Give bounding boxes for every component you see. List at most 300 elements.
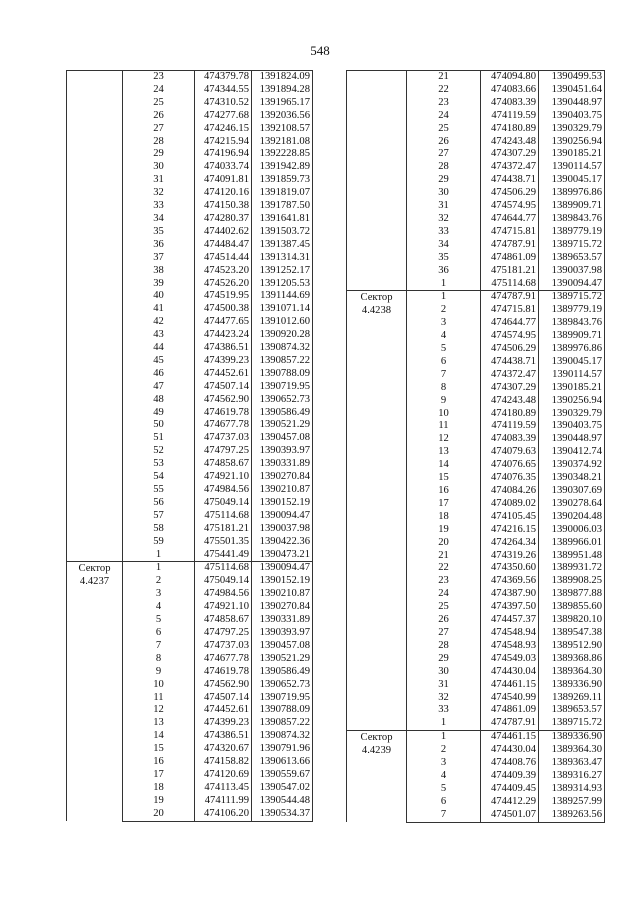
point-number: 20 bbox=[407, 537, 481, 550]
y-coordinate: 1389976.86 bbox=[539, 343, 605, 356]
y-coordinate: 1391819.07 bbox=[252, 187, 313, 200]
coordinates-table-left bbox=[66, 70, 313, 822]
x-coordinate: 474548.93 bbox=[481, 640, 539, 653]
point-number: 31 bbox=[407, 200, 481, 213]
x-coordinate: 474372.47 bbox=[481, 161, 539, 174]
table-row bbox=[67, 71, 313, 84]
point-number: 7 bbox=[407, 369, 481, 382]
point-number: 29 bbox=[123, 148, 195, 161]
point-number: 35 bbox=[123, 226, 195, 239]
point-number: 1 bbox=[407, 291, 481, 304]
x-coordinate: 474091.81 bbox=[195, 174, 252, 187]
x-coordinate: 474150.38 bbox=[195, 200, 252, 213]
point-number: 1 bbox=[123, 549, 195, 562]
point-number: 8 bbox=[407, 382, 481, 395]
point-number: 18 bbox=[123, 782, 195, 795]
y-coordinate: 1390422.36 bbox=[252, 536, 313, 549]
point-number: 36 bbox=[407, 265, 481, 278]
point-number: 26 bbox=[123, 110, 195, 123]
point-number: 4 bbox=[123, 601, 195, 614]
point-number: 24 bbox=[123, 84, 195, 97]
x-coordinate: 474574.95 bbox=[481, 200, 539, 213]
point-number: 44 bbox=[123, 342, 195, 355]
point-number: 5 bbox=[407, 343, 481, 356]
x-coordinate: 474243.48 bbox=[481, 136, 539, 149]
point-number: 46 bbox=[123, 368, 195, 381]
y-coordinate: 1390270.84 bbox=[252, 471, 313, 484]
y-coordinate: 1389364.30 bbox=[539, 666, 605, 679]
y-coordinate: 1390791.96 bbox=[252, 743, 313, 756]
x-coordinate: 474113.45 bbox=[195, 782, 252, 795]
y-coordinate: 1390045.17 bbox=[539, 174, 605, 187]
x-coordinate: 474438.71 bbox=[481, 356, 539, 369]
x-coordinate: 475181.21 bbox=[481, 265, 539, 278]
y-coordinate: 1390652.73 bbox=[252, 394, 313, 407]
point-number: 57 bbox=[123, 510, 195, 523]
x-coordinate: 474548.94 bbox=[481, 627, 539, 640]
x-coordinate: 474399.23 bbox=[195, 355, 252, 368]
y-coordinate: 1390210.87 bbox=[252, 484, 313, 497]
point-number: 5 bbox=[407, 783, 481, 796]
x-coordinate: 474484.47 bbox=[195, 239, 252, 252]
point-number: 5 bbox=[123, 614, 195, 627]
x-coordinate: 474423.24 bbox=[195, 329, 252, 342]
y-coordinate: 1389715.72 bbox=[539, 717, 605, 730]
y-coordinate: 1389316.27 bbox=[539, 770, 605, 783]
x-coordinate: 474094.80 bbox=[481, 71, 539, 84]
x-coordinate: 474119.59 bbox=[481, 420, 539, 433]
point-number: 32 bbox=[407, 213, 481, 226]
x-coordinate: 474677.78 bbox=[195, 653, 252, 666]
x-coordinate: 474737.03 bbox=[195, 432, 252, 445]
y-coordinate: 1390457.08 bbox=[252, 432, 313, 445]
point-number: 3 bbox=[407, 757, 481, 770]
y-coordinate: 1391641.81 bbox=[252, 213, 313, 226]
x-coordinate: 474858.67 bbox=[195, 458, 252, 471]
x-coordinate: 474280.37 bbox=[195, 213, 252, 226]
y-coordinate: 1390114.57 bbox=[539, 161, 605, 174]
point-number: 27 bbox=[407, 627, 481, 640]
y-coordinate: 1390586.49 bbox=[252, 407, 313, 420]
point-number: 40 bbox=[123, 290, 195, 303]
point-number: 28 bbox=[407, 640, 481, 653]
x-coordinate: 474369.56 bbox=[481, 575, 539, 588]
y-coordinate: 1390152.19 bbox=[252, 497, 313, 510]
point-number: 15 bbox=[123, 743, 195, 756]
point-number: 30 bbox=[407, 187, 481, 200]
point-number: 2 bbox=[407, 744, 481, 757]
x-coordinate: 474787.91 bbox=[481, 239, 539, 252]
point-number: 8 bbox=[123, 653, 195, 666]
point-number: 13 bbox=[123, 717, 195, 730]
point-number: 1 bbox=[407, 278, 481, 291]
x-coordinate: 474319.26 bbox=[481, 550, 539, 563]
x-coordinate: 474644.77 bbox=[481, 213, 539, 226]
y-coordinate: 1389547.38 bbox=[539, 627, 605, 640]
y-coordinate: 1390403.75 bbox=[539, 110, 605, 123]
x-coordinate: 474264.34 bbox=[481, 537, 539, 550]
point-number: 17 bbox=[123, 769, 195, 782]
x-coordinate: 474246.15 bbox=[195, 123, 252, 136]
x-coordinate: 474619.78 bbox=[195, 666, 252, 679]
point-number: 33 bbox=[123, 200, 195, 213]
y-coordinate: 1392228.85 bbox=[252, 148, 313, 161]
y-coordinate: 1390329.79 bbox=[539, 123, 605, 136]
point-number: 32 bbox=[123, 187, 195, 200]
point-number: 31 bbox=[407, 679, 481, 692]
y-coordinate: 1390374.92 bbox=[539, 459, 605, 472]
point-number: 9 bbox=[407, 395, 481, 408]
x-coordinate: 474083.39 bbox=[481, 97, 539, 110]
y-coordinate: 1391012.60 bbox=[252, 316, 313, 329]
point-number: 13 bbox=[407, 446, 481, 459]
y-coordinate: 1389263.56 bbox=[539, 809, 605, 822]
point-number: 28 bbox=[407, 161, 481, 174]
y-coordinate: 1390185.21 bbox=[539, 382, 605, 395]
x-coordinate: 475114.68 bbox=[195, 510, 252, 523]
y-coordinate: 1389908.25 bbox=[539, 575, 605, 588]
point-number: 39 bbox=[123, 278, 195, 291]
x-coordinate: 474379.78 bbox=[195, 71, 252, 84]
point-number: 19 bbox=[123, 795, 195, 808]
y-coordinate: 1391824.09 bbox=[252, 71, 313, 84]
x-coordinate: 474243.48 bbox=[481, 395, 539, 408]
x-coordinate: 474399.23 bbox=[195, 717, 252, 730]
x-coordinate: 474120.16 bbox=[195, 187, 252, 200]
point-number: 1 bbox=[407, 717, 481, 730]
y-coordinate: 1390114.57 bbox=[539, 369, 605, 382]
y-coordinate: 1390521.29 bbox=[252, 419, 313, 432]
y-coordinate: 1390473.21 bbox=[252, 549, 313, 562]
point-number: 15 bbox=[407, 472, 481, 485]
y-coordinate: 1389909.71 bbox=[539, 200, 605, 213]
point-number: 34 bbox=[407, 239, 481, 252]
point-number: 59 bbox=[123, 536, 195, 549]
y-coordinate: 1390094.47 bbox=[539, 278, 605, 291]
sector-label bbox=[347, 71, 407, 291]
x-coordinate: 474215.94 bbox=[195, 136, 252, 149]
x-coordinate: 474111.99 bbox=[195, 795, 252, 808]
point-number: 30 bbox=[123, 161, 195, 174]
y-coordinate: 1390521.29 bbox=[252, 653, 313, 666]
y-coordinate: 1390547.02 bbox=[252, 782, 313, 795]
y-coordinate: 1390393.97 bbox=[252, 627, 313, 640]
x-coordinate: 474320.67 bbox=[195, 743, 252, 756]
x-coordinate: 474344.55 bbox=[195, 84, 252, 97]
x-coordinate: 474507.14 bbox=[195, 381, 252, 394]
y-coordinate: 1391787.50 bbox=[252, 200, 313, 213]
point-number: 27 bbox=[123, 123, 195, 136]
y-coordinate: 1390185.21 bbox=[539, 148, 605, 161]
x-coordinate: 474858.67 bbox=[195, 614, 252, 627]
y-coordinate: 1391314.31 bbox=[252, 252, 313, 265]
y-coordinate: 1389909.71 bbox=[539, 330, 605, 343]
point-number: 33 bbox=[407, 226, 481, 239]
point-number: 4 bbox=[407, 770, 481, 783]
point-number: 26 bbox=[407, 136, 481, 149]
y-coordinate: 1390448.97 bbox=[539, 433, 605, 446]
x-coordinate: 474076.65 bbox=[481, 459, 539, 472]
table-row bbox=[67, 562, 313, 575]
point-number: 2 bbox=[123, 575, 195, 588]
y-coordinate: 1390920.28 bbox=[252, 329, 313, 342]
y-coordinate: 1391144.69 bbox=[252, 290, 313, 303]
point-number: 27 bbox=[407, 148, 481, 161]
x-coordinate: 474921.10 bbox=[195, 601, 252, 614]
point-number: 32 bbox=[407, 692, 481, 705]
point-number: 29 bbox=[407, 174, 481, 187]
y-coordinate: 1389855.60 bbox=[539, 601, 605, 614]
point-number: 21 bbox=[407, 550, 481, 563]
sector-label: Сектор 4.4239 bbox=[347, 731, 407, 822]
page-number: 548 bbox=[310, 43, 330, 58]
point-number: 20 bbox=[123, 808, 195, 821]
x-coordinate: 474523.20 bbox=[195, 265, 252, 278]
x-coordinate: 474797.25 bbox=[195, 445, 252, 458]
y-coordinate: 1390210.87 bbox=[252, 588, 313, 601]
x-coordinate: 475049.14 bbox=[195, 575, 252, 588]
table-row bbox=[347, 291, 605, 304]
y-coordinate: 1390499.53 bbox=[539, 71, 605, 84]
y-coordinate: 1389715.72 bbox=[539, 239, 605, 252]
y-coordinate: 1391503.72 bbox=[252, 226, 313, 239]
y-coordinate: 1390006.03 bbox=[539, 524, 605, 537]
point-number: 51 bbox=[123, 432, 195, 445]
x-coordinate: 474477.65 bbox=[195, 316, 252, 329]
x-coordinate: 474461.15 bbox=[481, 679, 539, 692]
point-number: 38 bbox=[123, 265, 195, 278]
y-coordinate: 1389512.90 bbox=[539, 640, 605, 653]
y-coordinate: 1391965.17 bbox=[252, 97, 313, 110]
y-coordinate: 1390457.08 bbox=[252, 640, 313, 653]
x-coordinate: 474519.95 bbox=[195, 290, 252, 303]
x-coordinate: 474079.63 bbox=[481, 446, 539, 459]
point-number: 18 bbox=[407, 511, 481, 524]
x-coordinate: 474106.20 bbox=[195, 808, 252, 821]
x-coordinate: 474506.29 bbox=[481, 343, 539, 356]
point-number: 42 bbox=[123, 316, 195, 329]
x-coordinate: 474119.59 bbox=[481, 110, 539, 123]
y-coordinate: 1392108.57 bbox=[252, 123, 313, 136]
x-coordinate: 474372.47 bbox=[481, 369, 539, 382]
point-number: 3 bbox=[123, 588, 195, 601]
x-coordinate: 474644.77 bbox=[481, 317, 539, 330]
point-number: 34 bbox=[123, 213, 195, 226]
y-coordinate: 1389843.76 bbox=[539, 213, 605, 226]
point-number: 14 bbox=[407, 459, 481, 472]
y-coordinate: 1390788.09 bbox=[252, 368, 313, 381]
y-coordinate: 1390037.98 bbox=[252, 523, 313, 536]
y-coordinate: 1391252.17 bbox=[252, 265, 313, 278]
table-row bbox=[347, 71, 605, 84]
y-coordinate: 1390331.89 bbox=[252, 458, 313, 471]
point-number: 37 bbox=[123, 252, 195, 265]
x-coordinate: 474506.29 bbox=[481, 187, 539, 200]
y-coordinate: 1390613.66 bbox=[252, 756, 313, 769]
point-number: 4 bbox=[407, 330, 481, 343]
point-number: 22 bbox=[407, 84, 481, 97]
point-number: 10 bbox=[123, 679, 195, 692]
point-number: 48 bbox=[123, 394, 195, 407]
y-coordinate: 1390094.47 bbox=[252, 562, 313, 575]
point-number: 28 bbox=[123, 136, 195, 149]
x-coordinate: 474984.56 bbox=[195, 588, 252, 601]
x-coordinate: 474562.90 bbox=[195, 394, 252, 407]
coordinates-table-right bbox=[346, 70, 605, 823]
y-coordinate: 1390559.67 bbox=[252, 769, 313, 782]
y-coordinate: 1389966.01 bbox=[539, 537, 605, 550]
point-number: 1 bbox=[407, 731, 481, 744]
y-coordinate: 1390094.47 bbox=[252, 510, 313, 523]
x-coordinate: 474083.39 bbox=[481, 433, 539, 446]
point-number: 56 bbox=[123, 497, 195, 510]
y-coordinate: 1390403.75 bbox=[539, 420, 605, 433]
y-coordinate: 1389779.19 bbox=[539, 304, 605, 317]
y-coordinate: 1390544.48 bbox=[252, 795, 313, 808]
y-coordinate: 1390348.21 bbox=[539, 472, 605, 485]
point-number: 6 bbox=[407, 796, 481, 809]
y-coordinate: 1390719.95 bbox=[252, 692, 313, 705]
y-coordinate: 1391894.28 bbox=[252, 84, 313, 97]
y-coordinate: 1390329.79 bbox=[539, 408, 605, 421]
x-coordinate: 474619.78 bbox=[195, 407, 252, 420]
y-coordinate: 1391859.73 bbox=[252, 174, 313, 187]
point-number: 54 bbox=[123, 471, 195, 484]
x-coordinate: 474350.60 bbox=[481, 562, 539, 575]
point-number: 7 bbox=[407, 809, 481, 822]
point-number: 2 bbox=[407, 304, 481, 317]
point-number: 45 bbox=[123, 355, 195, 368]
point-number: 16 bbox=[407, 485, 481, 498]
point-number: 17 bbox=[407, 498, 481, 511]
point-number: 24 bbox=[407, 588, 481, 601]
y-coordinate: 1390307.69 bbox=[539, 485, 605, 498]
y-coordinate: 1390586.49 bbox=[252, 666, 313, 679]
y-coordinate: 1390278.64 bbox=[539, 498, 605, 511]
point-number: 26 bbox=[407, 614, 481, 627]
x-coordinate: 474196.94 bbox=[195, 148, 252, 161]
point-number: 49 bbox=[123, 407, 195, 420]
x-coordinate: 474501.07 bbox=[481, 809, 539, 822]
sector-label: Сектор 4.4238 bbox=[347, 291, 407, 731]
point-number: 21 bbox=[407, 71, 481, 84]
x-coordinate: 474386.51 bbox=[195, 730, 252, 743]
y-coordinate: 1390534.37 bbox=[252, 808, 313, 821]
y-coordinate: 1389976.86 bbox=[539, 187, 605, 200]
sector-label: Сектор 4.4237 bbox=[67, 562, 123, 821]
x-coordinate: 474861.09 bbox=[481, 252, 539, 265]
y-coordinate: 1391942.89 bbox=[252, 161, 313, 174]
y-coordinate: 1389269.11 bbox=[539, 692, 605, 705]
y-coordinate: 1389715.72 bbox=[539, 291, 605, 304]
y-coordinate: 1391071.14 bbox=[252, 303, 313, 316]
x-coordinate: 474737.03 bbox=[195, 640, 252, 653]
point-number: 53 bbox=[123, 458, 195, 471]
x-coordinate: 474549.03 bbox=[481, 653, 539, 666]
y-coordinate: 1389364.30 bbox=[539, 744, 605, 757]
point-number: 36 bbox=[123, 239, 195, 252]
point-number: 6 bbox=[123, 627, 195, 640]
x-coordinate: 474507.14 bbox=[195, 692, 252, 705]
y-coordinate: 1389314.93 bbox=[539, 783, 605, 796]
point-number: 23 bbox=[407, 97, 481, 110]
point-number: 19 bbox=[407, 524, 481, 537]
x-coordinate: 474984.56 bbox=[195, 484, 252, 497]
y-coordinate: 1389653.57 bbox=[539, 252, 605, 265]
x-coordinate: 474715.81 bbox=[481, 304, 539, 317]
y-coordinate: 1391205.53 bbox=[252, 278, 313, 291]
x-coordinate: 474861.09 bbox=[481, 704, 539, 717]
point-number: 58 bbox=[123, 523, 195, 536]
y-coordinate: 1390451.64 bbox=[539, 84, 605, 97]
y-coordinate: 1390874.32 bbox=[252, 730, 313, 743]
y-coordinate: 1389336.90 bbox=[539, 731, 605, 744]
y-coordinate: 1390857.22 bbox=[252, 355, 313, 368]
point-number: 55 bbox=[123, 484, 195, 497]
y-coordinate: 1389653.57 bbox=[539, 704, 605, 717]
x-coordinate: 475181.21 bbox=[195, 523, 252, 536]
point-number: 16 bbox=[123, 756, 195, 769]
y-coordinate: 1389336.90 bbox=[539, 679, 605, 692]
x-coordinate: 474412.29 bbox=[481, 796, 539, 809]
x-coordinate: 474216.15 bbox=[481, 524, 539, 537]
point-number: 25 bbox=[123, 97, 195, 110]
x-coordinate: 474277.68 bbox=[195, 110, 252, 123]
point-number: 31 bbox=[123, 174, 195, 187]
point-number: 1 bbox=[123, 562, 195, 575]
x-coordinate: 474540.99 bbox=[481, 692, 539, 705]
point-number: 11 bbox=[407, 420, 481, 433]
x-coordinate: 474526.20 bbox=[195, 278, 252, 291]
point-number: 7 bbox=[123, 640, 195, 653]
point-number: 47 bbox=[123, 381, 195, 394]
point-number: 29 bbox=[407, 653, 481, 666]
x-coordinate: 474438.71 bbox=[481, 174, 539, 187]
x-coordinate: 474310.52 bbox=[195, 97, 252, 110]
x-coordinate: 475441.49 bbox=[195, 549, 252, 562]
y-coordinate: 1390857.22 bbox=[252, 717, 313, 730]
y-coordinate: 1390152.19 bbox=[252, 575, 313, 588]
x-coordinate: 474787.91 bbox=[481, 291, 539, 304]
y-coordinate: 1390788.09 bbox=[252, 704, 313, 717]
point-number: 24 bbox=[407, 110, 481, 123]
y-coordinate: 1389368.86 bbox=[539, 653, 605, 666]
x-coordinate: 474715.81 bbox=[481, 226, 539, 239]
y-coordinate: 1390256.94 bbox=[539, 395, 605, 408]
y-coordinate: 1392036.56 bbox=[252, 110, 313, 123]
x-coordinate: 474105.45 bbox=[481, 511, 539, 524]
x-coordinate: 475049.14 bbox=[195, 497, 252, 510]
x-coordinate: 475114.68 bbox=[195, 562, 252, 575]
x-coordinate: 474430.04 bbox=[481, 666, 539, 679]
x-coordinate: 474089.02 bbox=[481, 498, 539, 511]
y-coordinate: 1390045.17 bbox=[539, 356, 605, 369]
sector-label bbox=[67, 71, 123, 562]
x-coordinate: 474120.69 bbox=[195, 769, 252, 782]
point-number: 10 bbox=[407, 408, 481, 421]
y-coordinate: 1390874.32 bbox=[252, 342, 313, 355]
x-coordinate: 474430.04 bbox=[481, 744, 539, 757]
x-coordinate: 474408.76 bbox=[481, 757, 539, 770]
x-coordinate: 474307.29 bbox=[481, 148, 539, 161]
point-number: 25 bbox=[407, 123, 481, 136]
x-coordinate: 474158.82 bbox=[195, 756, 252, 769]
point-number: 3 bbox=[407, 317, 481, 330]
x-coordinate: 474921.10 bbox=[195, 471, 252, 484]
point-number: 33 bbox=[407, 704, 481, 717]
x-coordinate: 474180.89 bbox=[481, 123, 539, 136]
y-coordinate: 1389931.72 bbox=[539, 562, 605, 575]
